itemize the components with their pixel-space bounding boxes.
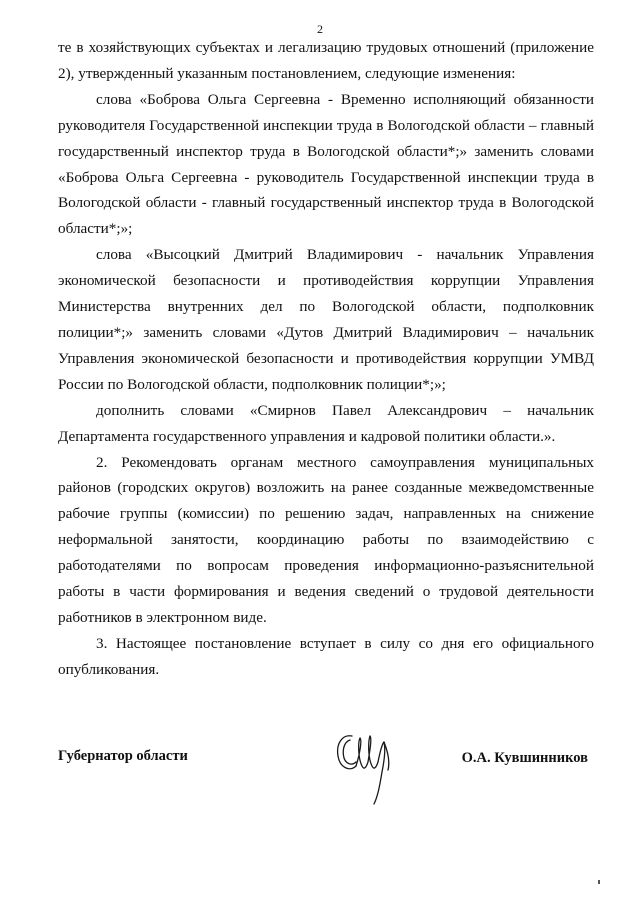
document-body	[58, 35, 594, 683]
paragraph-continuation: те в хозяйствующих субъектах и легализацию трудовых отношений (приложение 2), утвержденный указанным постановлением, следующие изменения:	[58, 39, 594, 82]
scan-speck	[598, 880, 600, 884]
handwritten-signature-icon	[330, 728, 410, 810]
signature-block	[58, 748, 594, 778]
paragraph-vysotsky: слова «Высоцкий Дмитрий Владимирович - начальник Управления экономической безопасности и противодействия коррупции Управления Министерства внутренних дел по Вологодской области, подполковник полиции*;» заменить словами «Дутов Дмитрий Владимирович – начальник Управления экономической безопасности и противодействия коррупции УМВД России по Вологодской области, подполковник полиции*;»;	[58, 246, 594, 393]
paragraph-bobrova: слова «Боброва Ольга Сергеевна - Временно исполняющий обязанности руководителя Государственной инспекции труда в Вологодской области – главный государственный инспектор труда в Вологодской области*;» заменить словами «Боброва Ольга Сергеевна - руководитель Государственной инспекции труда в Вологодской области - главный государственный инспектор труда в Вологодской области*;»;	[58, 90, 594, 238]
signer-title: Губернатор области	[58, 748, 188, 764]
paragraph-item-3: 3. Настоящее постановление вступает в силу со дня его официального опубликования.	[58, 634, 594, 678]
signer-name: О.А. Кувшинников	[461, 750, 588, 766]
page-number: 2	[317, 22, 323, 36]
paragraph-smirnov: дополнить словами «Смирнов Павел Александрович – начальник Департамента государственного управления и кадровой политики области.».	[58, 401, 594, 445]
paragraph-item-2: 2. Рекомендовать органам местного самоуправления муниципальных районов (городских округов) возложить на ранее созданные межведомственные рабочие группы (комиссии) по решению задач, направленных на снижение неформальной занятости, координацию работы по взаимодействию с работодателями по вопросам проведения информационно-разъяснительной работы в части формирования и ведения сведений о трудовой деятельности работников в электронном виде.	[58, 453, 594, 626]
